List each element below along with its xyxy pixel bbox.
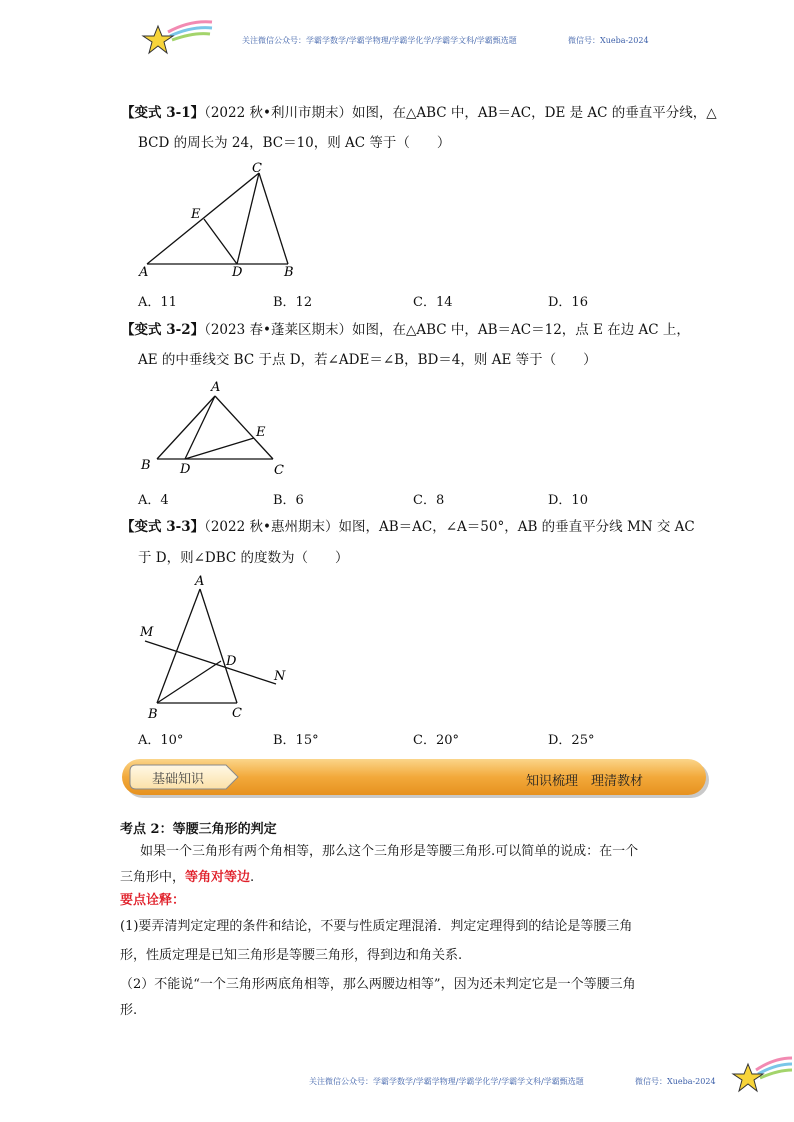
star-logo-icon xyxy=(140,18,215,60)
q2-label-a: A xyxy=(211,380,221,395)
q2-option-c[interactable]: C．8 xyxy=(413,493,445,508)
note2-line2: 形. xyxy=(120,1003,138,1018)
q1-option-d[interactable]: D．16 xyxy=(548,295,588,310)
q2-option-d[interactable]: D．10 xyxy=(548,493,588,508)
q3-edge-ab xyxy=(157,589,200,703)
q3-label-m: M xyxy=(140,625,154,640)
q1-label-b: B xyxy=(284,265,294,280)
q1-label-d: D xyxy=(232,265,243,280)
note1-line2: 形，性质定理是已知三角形是等腰三角形，得到边和角关系. xyxy=(120,948,463,963)
q1-edge-ed xyxy=(204,219,237,264)
q2-edge-ab xyxy=(157,396,215,459)
q1-edge-cd xyxy=(237,173,259,264)
q3-label-b: B xyxy=(148,707,158,722)
para1-line2-pre: 三角形中， xyxy=(120,870,186,885)
q2-line2: AE 的中垂线交 BC 于点 D，若∠ADE＝∠B，BD＝4，则 AE 等于（ ） xyxy=(138,352,597,368)
q2-edge-ad xyxy=(185,396,215,459)
q1-option-c[interactable]: C．14 xyxy=(413,295,453,310)
q1-line1 xyxy=(121,107,717,121)
banner-left-label: 基础知识 xyxy=(152,772,205,787)
note1-line1: (1)要弄清判定定理的条件和结论，不要与性质定理混淆．判定定理得到的结论是等腰三角 xyxy=(120,919,633,934)
q2-line1 xyxy=(121,324,690,338)
q1-tag: 【变式 3-1】 xyxy=(121,105,205,121)
q3-option-c[interactable]: C．20° xyxy=(413,733,459,748)
q3-tag: 【变式 3-3】 xyxy=(121,519,205,535)
q3-edge-ac xyxy=(200,589,237,703)
q2-option-a[interactable]: A．4 xyxy=(138,493,169,508)
q2-line1-text: （2023 春•蓬莱区期末）如图，在△ABC 中，AB＝AC＝12，点 E 在边 AC 上， xyxy=(204,322,690,338)
q2-label-e: E xyxy=(256,425,266,440)
banner-right-label: 知识梳理 理清教材 xyxy=(526,774,644,789)
footer-wechat-id: 微信号：Xueba-2024 xyxy=(635,1077,716,1086)
para1-line2-post: . xyxy=(250,870,255,885)
para1-highlight: 等角对等边 xyxy=(185,870,251,885)
note2-line1: （2）不能说“一个三角形两底角相等，那么两腰边相等”，因为还未判定它是一个等腰三角 xyxy=(120,977,636,992)
q3-edge-mn xyxy=(145,641,276,684)
q1-figure xyxy=(135,158,310,283)
footer-follow-text: 关注微信公众号：学霸学数学/学霸学物理/学霸学化学/学霸学文科/学霸甄选题 xyxy=(309,1077,584,1086)
para1-line2 xyxy=(120,866,254,885)
q1-line2: BCD 的周长为 24，BC＝10，则 AC 等于（ ） xyxy=(138,135,451,151)
q2-label-d: D xyxy=(180,462,191,477)
q1-edge-bc xyxy=(259,173,288,264)
q2-tag: 【变式 3-2】 xyxy=(121,322,205,338)
q3-option-d[interactable]: D．25° xyxy=(548,733,595,748)
q3-line1-text: （2022 秋•惠州期末）如图，AB＝AC，∠A＝50°，AB 的垂直平分线 MN 交 AC xyxy=(204,519,695,535)
q2-edge-de xyxy=(185,438,254,459)
q3-label-c: C xyxy=(232,706,242,721)
q1-label-c: C xyxy=(252,161,262,176)
q3-line1 xyxy=(121,521,695,535)
section-title: 考点 2：等腰三角形的判定 xyxy=(120,822,277,837)
q3-label-a: A xyxy=(195,574,205,589)
header-follow-text: 关注微信公众号：学霸学数学/学霸学物理/学霸学化学/学霸学文科/学霸甄选题 xyxy=(242,36,517,45)
q1-line1-text: （2022 秋•利川市期末）如图，在△ABC 中，AB＝AC，DE 是 AC 的垂直平分线，△ xyxy=(204,105,717,121)
q1-option-b[interactable]: B．12 xyxy=(273,295,313,310)
q2-label-c: C xyxy=(274,463,284,478)
q3-label-d: D xyxy=(226,654,237,669)
note-title: 要点诠释： xyxy=(120,893,186,908)
footer-star-logo-icon xyxy=(730,1052,794,1096)
q3-figure xyxy=(135,573,295,723)
section-banner xyxy=(122,757,712,801)
q3-option-a[interactable]: A．10° xyxy=(138,733,184,748)
q3-edge-bd xyxy=(157,661,221,703)
q2-figure xyxy=(135,378,295,478)
q1-label-e: E xyxy=(191,207,201,222)
q1-option-a[interactable]: A．11 xyxy=(138,295,177,310)
q3-label-n: N xyxy=(274,669,286,684)
q2-option-b[interactable]: B．6 xyxy=(273,493,304,508)
q3-option-b[interactable]: B．15° xyxy=(273,733,319,748)
q1-edge-ac xyxy=(147,173,259,264)
header-wechat-id: 微信号：Xueba-2024 xyxy=(568,36,649,45)
para1-line1: 如果一个三角形有两个角相等，那么这个三角形是等腰三角形.可以简单的说成：在一个 xyxy=(140,844,639,859)
q3-line2: 于 D，则∠DBC 的度数为（ ） xyxy=(138,550,349,566)
q2-label-b: B xyxy=(141,458,151,473)
q1-label-a: A xyxy=(139,265,149,280)
